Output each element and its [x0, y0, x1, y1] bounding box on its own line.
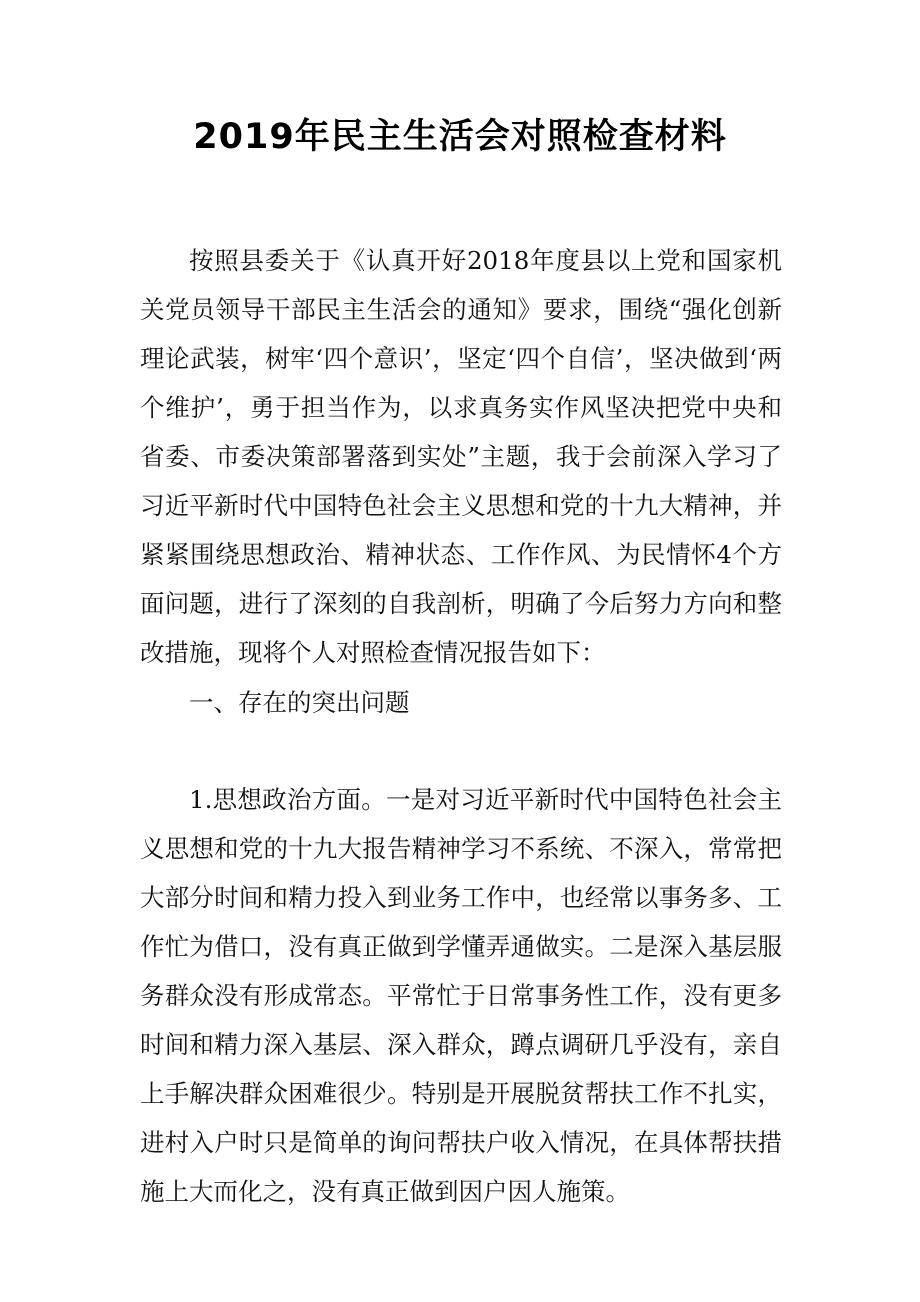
section-heading: 一、存在的突出问题 — [189, 688, 410, 717]
body-paragraph: 1.思想政治方面。一是对习近平新时代中国特色社会主义思想和党的十九大报告精神学习不系统、不深入，常常把大部分时间和精力投入到业务工作中，也经常以事务多、工作忙为借口，没有真正做到学懂弄通做实。二是深入基层服务群众没有形成常态。平常忙于日常事务性工作，没有更多时间和精力深入基层、深入群众，蹲点调研几乎没有，亲自上手解决群众困难很少。特别是开展脱贫帮扶工作不扎实，进村入户时只是简单的询问帮扶户收入情况，在具体帮扶措施上大而化之，没有真正做到因户因人施策。 — [140, 785, 782, 1206]
document-title: 2019年民主生活会对照检查材料 — [193, 117, 727, 157]
intro-paragraph: 按照县委关于《认真开好2018年度县以上党和国家机关党员领导干部民主生活会的通知》要求，围绕“强化创新理论武装，树牢‘四个意识’，坚定‘四个自信’，坚决做到‘两个维护’，勇于担当作为，以求真务实作风坚决把党中央和省委、市委决策部署落到实处”主题，我于会前深入学习了习近平新时代中国特色社会主义思想和党的十九大精神，并紧紧围绕思想政治、精神状态、工作作风、为民情怀4个方面问题，进行了深刻的自我剖析，明确了今后努力方向和整改措施，现将个人对照检查情况报告如下： — [140, 246, 782, 667]
